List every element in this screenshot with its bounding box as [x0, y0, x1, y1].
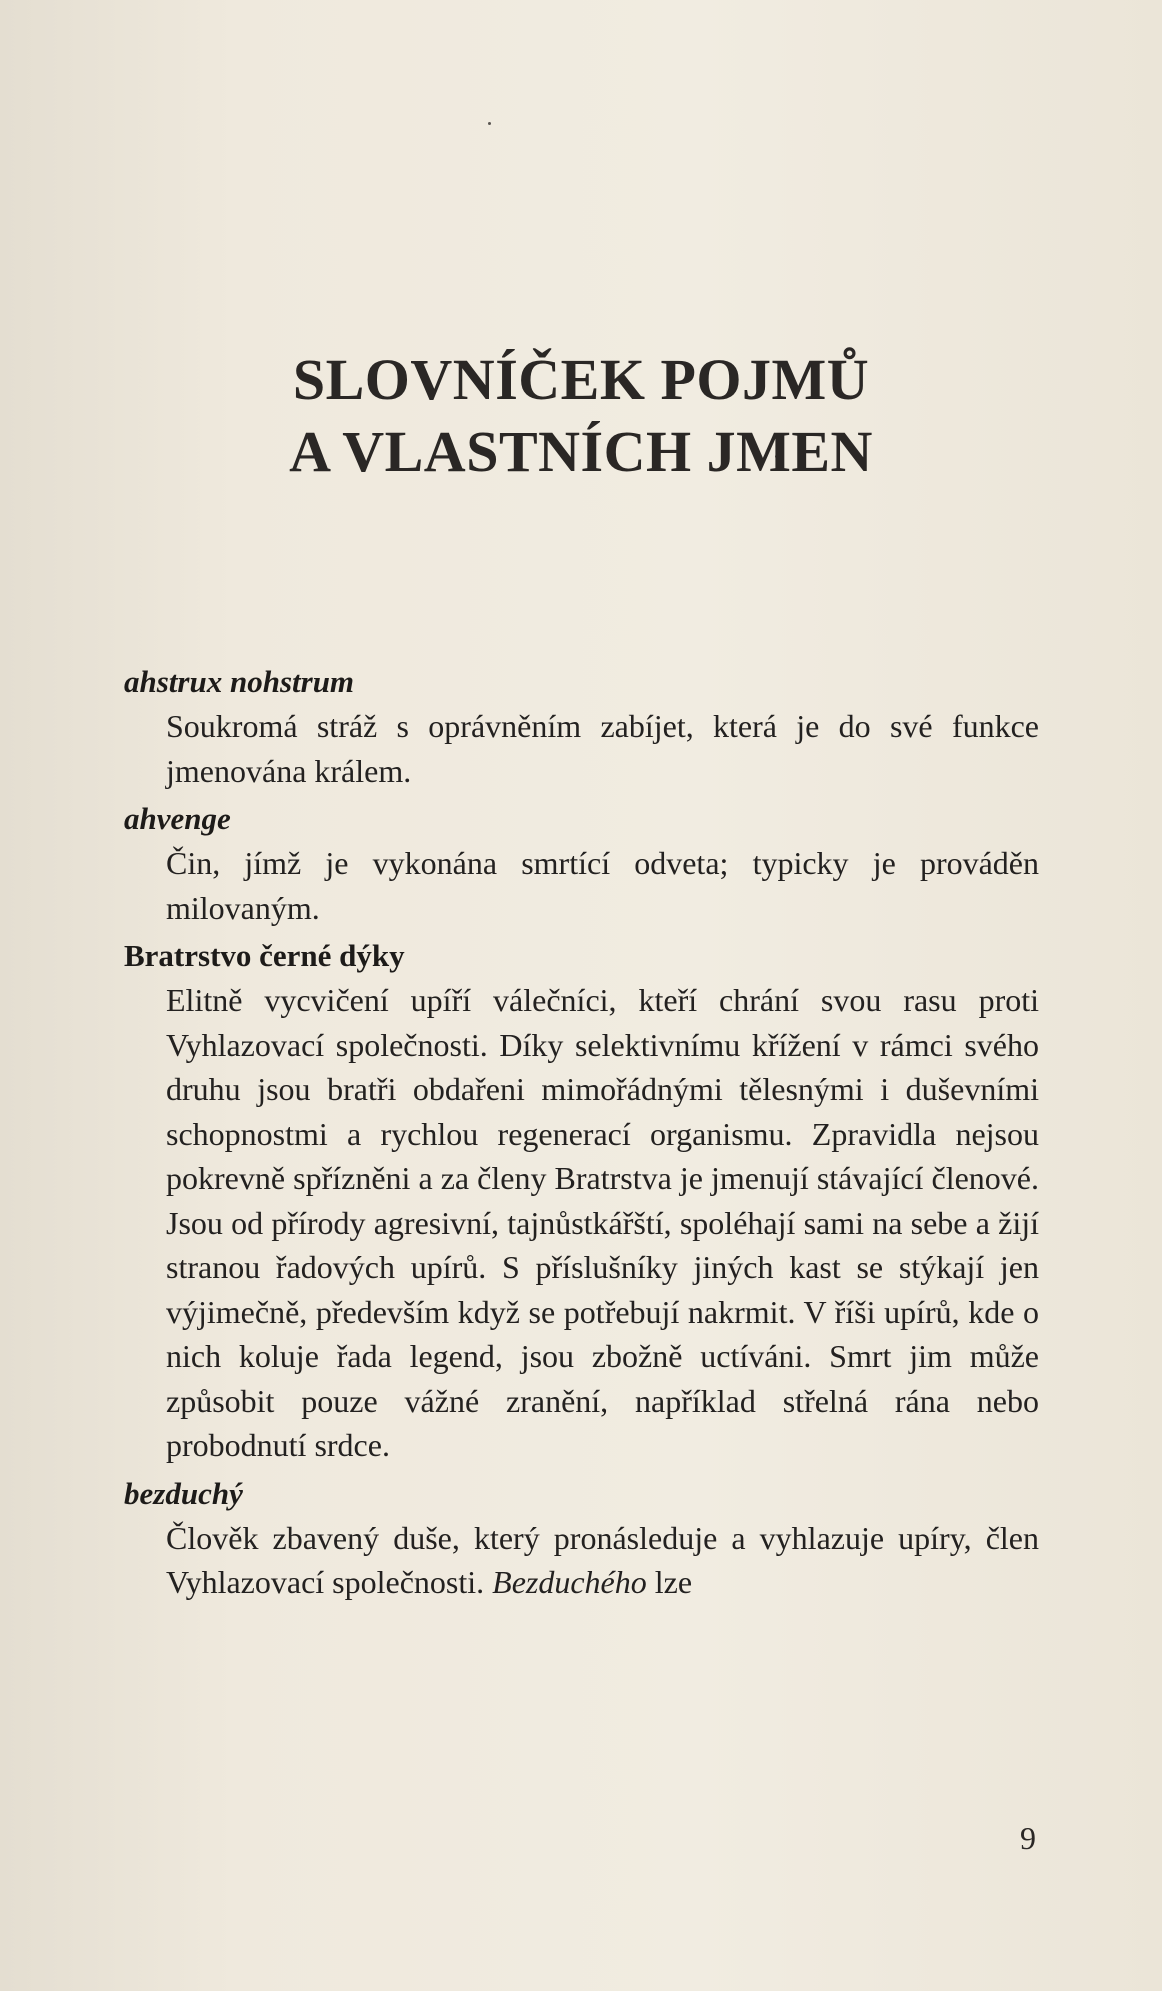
- entry-definition: Čin, jímž je vykonána smrtící odveta; typicky je prováděn milovaným.: [166, 845, 1039, 926]
- entry-term: Bratrstvo černé dýky: [124, 938, 405, 973]
- entry-term: ahstrux nohstrum: [124, 664, 355, 699]
- entry-definition: Soukromá stráž s oprávněním zabíjet, která je do své funkce jmenována králem.: [166, 708, 1039, 789]
- title-line-1: SLOVNÍČEK POJMŮ: [292, 346, 870, 412]
- page-title: [0, 344, 1162, 488]
- glossary-entry: [124, 660, 1039, 793]
- page-number: 9: [1020, 1820, 1036, 1856]
- glossary-entry: [124, 1472, 1039, 1605]
- definition-text-end: lze: [646, 1564, 693, 1600]
- glossary-entries: [124, 660, 1039, 1605]
- definition-text: Člověk zbavený duše, který pronásleduje a vyhlazuje upíry, člen Vyhlazovací společnosti.: [166, 1519, 1039, 1600]
- glossary-entry: [124, 797, 1039, 930]
- entry-definition: [166, 1516, 1039, 1605]
- entry-definition: Elitně vycvičení upíří válečníci, kteří chrání svou rasu proti Vyhlazovací společnosti. Díky selektivnímu křížení v rámci svého druhu jsou bratři obdařeni mimořádnými tělesnými i duševními schopnostmi a rychlou regenerací organismu. Zpravidla nejsou pokrevně spřízněni a za členy Bratrstva je jmenují stávající členové. Jsou od přírody agresivní, tajnůstkářští, spoléhají sami na sebe a žijí stranou řadových upírů. S příslušníky jiných kast se stýkají jen výjimečně, především když se potřebují nakrmit. V říši upírů, kde o nich koluje řada legend, jsou zbožně uctíváni. Smrt jim může způsobit pouze vážné zranění, například střelná rána nebo probodnutí srdce.: [166, 982, 1039, 1463]
- entry-term: ahvenge: [124, 801, 231, 836]
- title-line-2: A VLASTNÍCH JMEN: [289, 418, 873, 484]
- print-speck: [488, 122, 491, 125]
- glossary-entry: [124, 934, 1039, 1468]
- entry-term: bezduchý: [124, 1475, 243, 1511]
- definition-emphasis: Bezduchého: [492, 1564, 647, 1600]
